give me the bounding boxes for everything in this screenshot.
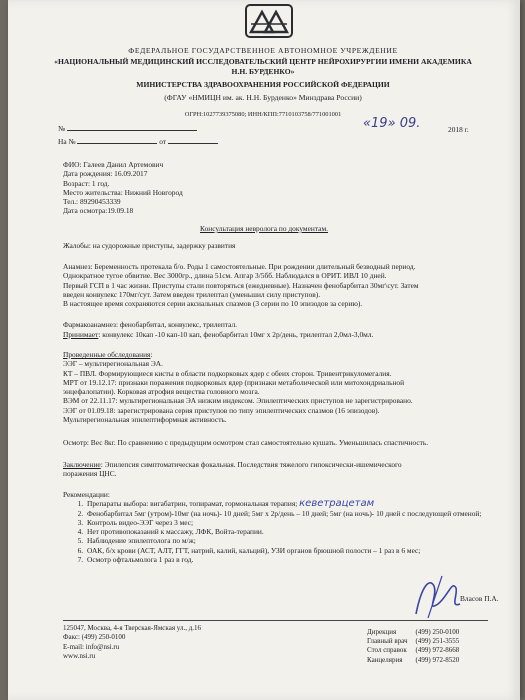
contact-row	[363, 656, 463, 665]
current-medication-label: Принимает	[63, 330, 99, 339]
exam-date: Дата осмотра:19.09.18	[63, 206, 134, 216]
conclusion-text: : Эпилепсия симптоматическая фокальная. Последствия тяжелого гипоксически-ишемического	[100, 460, 402, 469]
conclusion-label: Заключение	[63, 460, 101, 469]
recommendation-item: 7. Осмотр офтальмолога 1 раз в год.	[85, 555, 503, 564]
signatory-name: Власов П.А.	[460, 594, 499, 603]
conclusion-text-2: поражения ЦНС.	[63, 469, 117, 479]
contact-label: Дирекция	[367, 628, 397, 636]
conclusion	[63, 460, 493, 479]
footer-address-block	[63, 624, 201, 661]
exam-item: ВЭМ от 22.11.17: мультирегиональная ЭА низким индексом. Эпилептических приступов не зарегистрировано.	[63, 396, 413, 406]
anamnesis-line: В настоящее время сохраняются серии аксиальных спазмов (3 серии по 10 эпизодов за серию).	[63, 299, 363, 309]
exams-label: Проведенные обследования	[63, 350, 151, 359]
recommendation-item	[85, 499, 503, 508]
document-page	[8, 0, 520, 700]
contact-row	[363, 646, 463, 655]
org-name-line-2: Н.Н. БУРДЕНКО»	[231, 67, 295, 76]
document-title: Консультация невролога по документам.	[200, 224, 328, 233]
recommendation-item: 3. Контроль видео-ЭЭГ через 3 мес;	[85, 518, 503, 527]
contact-row	[363, 628, 463, 637]
reference-number	[58, 137, 218, 146]
contact-label: Канцелярия	[367, 655, 403, 664]
exam-item: МРТ от 19.12.17: признаки поражения подкорковых ядер (признаки метаболической или митохондриальной	[63, 377, 405, 387]
patient-name: ФИО: Галеев Данил Артемович	[63, 160, 164, 169]
patient-info	[63, 160, 183, 216]
org-type: ФЕДЕРАЛЬНОЕ ГОСУДАРСТВЕННОЕ АВТОНОМНОЕ УЧРЕЖДЕНИЕ	[128, 46, 398, 55]
recommendation-text: Препараты выбора: вигабатрин, топирамат, гормональная терапия;	[87, 499, 298, 509]
patient-residence: Место жительства: Нижний Новгород	[63, 187, 183, 197]
footer-address: 125047, Москва, 4-я Тверская-Ямская ул., д.16	[63, 624, 202, 632]
contact-phone: (499) 972-8668	[415, 646, 460, 655]
exam-item: ЭЭГ от 01.09.18: зарегистрирована серия приступов по типу эпилептических спазмов (16 эпизодов).	[63, 405, 380, 415]
patient-age: Возраст: 1 год.	[63, 178, 110, 188]
patient-dob: Дата рождения: 16.09.2017	[63, 169, 148, 179]
anamnesis-line: Анамнез: Беременность протекала б/о. Роды 1 самостоятельные. При рождении длительный безводный период.	[63, 262, 416, 271]
recommendations: Рекомендации: 1. Препараты выбора: вигабатрин, топирамат, гормональная терапия; кеветрацетам 2. Фенобарбитал 5мг (утром)-10мг (на ночь)- 10 дней; 5мг х 2р/день – 10 дней; 5мг (на ночь)- 10 дней с последующей отменой; 3. Контроль видео-ЭЭГ через 3 мес; 4. Нет противопоказаний к массажу, ЛФК, Войта-терапии. 5. Наблюдение эпилептолога по м/ж; 6. ОАК, б/х крови (АСТ, АЛТ, ГГТ, натрий, калий, кальций), УЗИ органов брюшной полости – 1 раз в 6 мес; 7. Осмотр офтальмолога 1 раз в год.	[63, 490, 503, 564]
footer-website: www.nsi.ru	[63, 651, 96, 660]
handwritten-date: «19» 09.	[363, 116, 421, 131]
handwritten-signature	[408, 574, 468, 624]
footer-contacts	[363, 628, 463, 665]
pharma-history: Фармакоанамнез: фенобарбитал, конвулекс, трилептал.	[63, 320, 237, 329]
from-label: от	[159, 137, 167, 146]
complaints: Жалобы: на судорожные приступы, задержку развития	[63, 241, 236, 250]
patient-phone: Тел.: 89290453339	[63, 197, 121, 207]
exam-item: энцефалопатии). Корковая атрофия вещества головного мозга.	[63, 387, 260, 397]
anamnesis-line: Первый ГСП в 1 час жизни. Приступы стали повторяться (ежедневные). Назначен фенобарбитал 30мг\сут. Затем	[63, 280, 419, 290]
exam-item: ЭЭГ – мультирегиональная ЭА.	[63, 359, 163, 369]
institution-logo	[245, 4, 293, 38]
recommendations-label: Рекомендации	[63, 490, 108, 499]
footer-fax: Факс: (499) 250-0100	[63, 633, 126, 642]
number-label: №	[58, 124, 66, 133]
ministry-name: МИНИСТЕРСТВА ЗДРАВООХРАНЕНИЯ РОССИЙСКОЙ ФЕДЕРАЦИИ	[136, 80, 390, 89]
footer-divider	[63, 620, 488, 621]
recommendation-item: 2. Фенобарбитал 5мг (утром)-10мг (на ночь)- 10 дней; 5мг х 2р/день – 10 дней; 5мг (на ночь)- 10 дней с последующей отменой;	[85, 509, 503, 518]
handwritten-note: кеветрацетам	[299, 498, 375, 510]
reference-label: На №	[58, 137, 76, 146]
recommendation-item: 5. Наблюдение эпилептолога по м/ж;	[85, 536, 503, 545]
exam-item: Мультирегиональная эпилептиформная активность.	[63, 415, 227, 425]
current-medication	[63, 330, 373, 339]
footer-email: E-mail: info@nsi.ru	[63, 642, 120, 651]
registration-codes: ОГРН:1027739375080; ИНН/КПП:7710103758/771001001	[184, 111, 342, 118]
anamnesis-line: введен конвулекс 170мг/сут. Затем введен трилептал (уменьшил силу приступов).	[63, 289, 321, 299]
recommendation-item: 4. Нет противопоказаний к массажу, ЛФК, Войта-терапии.	[85, 527, 503, 536]
date-year: 2018 г.	[448, 125, 469, 134]
contact-row	[363, 637, 463, 646]
contact-label: Главный врач	[367, 637, 408, 646]
outgoing-number	[58, 124, 197, 133]
exam-item: КТ – ПВЛ. Формирующиеся кисты в области подкорковых ядер с обеих сторон. Тривентрикуломегалия.	[63, 368, 392, 378]
exams-section: Проведенные обследования: ЭЭГ – мультирегиональная ЭА. КТ – ПВЛ. Формирующиеся кисты в области подкорковых ядер с обеих сторон. Тривентрикуломегалия. МРТ от 19.12.17: признаки поражения подкорковых ядер (признаки метаболической или митохондриальной энцефалопатии). Корковая атрофия вещества головного мозга. ВЭМ от 22.11.17: мультирегиональная ЭА низким индексом. Эпилептических приступов не зарегистрировано. ЭЭГ от 01.09.18: зарегистрирована серия приступов по типу эпилептических спазмов (16 эпизодов). Мультирегиональная эпилептиформная активность.	[63, 350, 503, 424]
contact-phone: (499) 972-8520	[415, 655, 460, 664]
anamnesis-line: Однократное тугое обвитие. Вес 3000гр., длина 51см. Апгар 3/5бб. Наблюдался в ОРИТ. ИВЛ 10 дней.	[63, 271, 387, 281]
anamnesis	[63, 262, 503, 308]
contact-label: Стол справок	[367, 646, 407, 655]
org-name-line-1: «НАЦИОНАЛЬНЫЙ МЕДИЦИНСКИЙ ИССЛЕДОВАТЕЛЬСКИЙ ЦЕНТР НЕЙРОХИРУРГИИ ИМЕНИ АКАДЕМИКА	[54, 57, 472, 66]
short-name: (ФГАУ «НМИЦН им. ак. Н.Н. Бурденко» Минздрава России)	[164, 93, 362, 102]
examination: Осмотр: Вес 8кг. По сравнению с предыдущим осмотром стал самостоятельно кушать. Уменьшилась спастичность.	[63, 438, 429, 447]
recommendation-item: 6. ОАК, б/х крови (АСТ, АЛТ, ГГТ, натрий, калий, кальций), УЗИ органов брюшной полости – 1 раз в 6 мес;	[85, 546, 503, 555]
contact-phone: (499) 250-0100	[415, 628, 460, 636]
contact-phone: (499) 251-3555	[415, 637, 460, 646]
current-medication-text: : конвулекс 10кап -10 кап-10 кап, фенобарбитал 10мг х 2р/день, трилептал 2,0мл-3,0мл.	[98, 330, 374, 339]
